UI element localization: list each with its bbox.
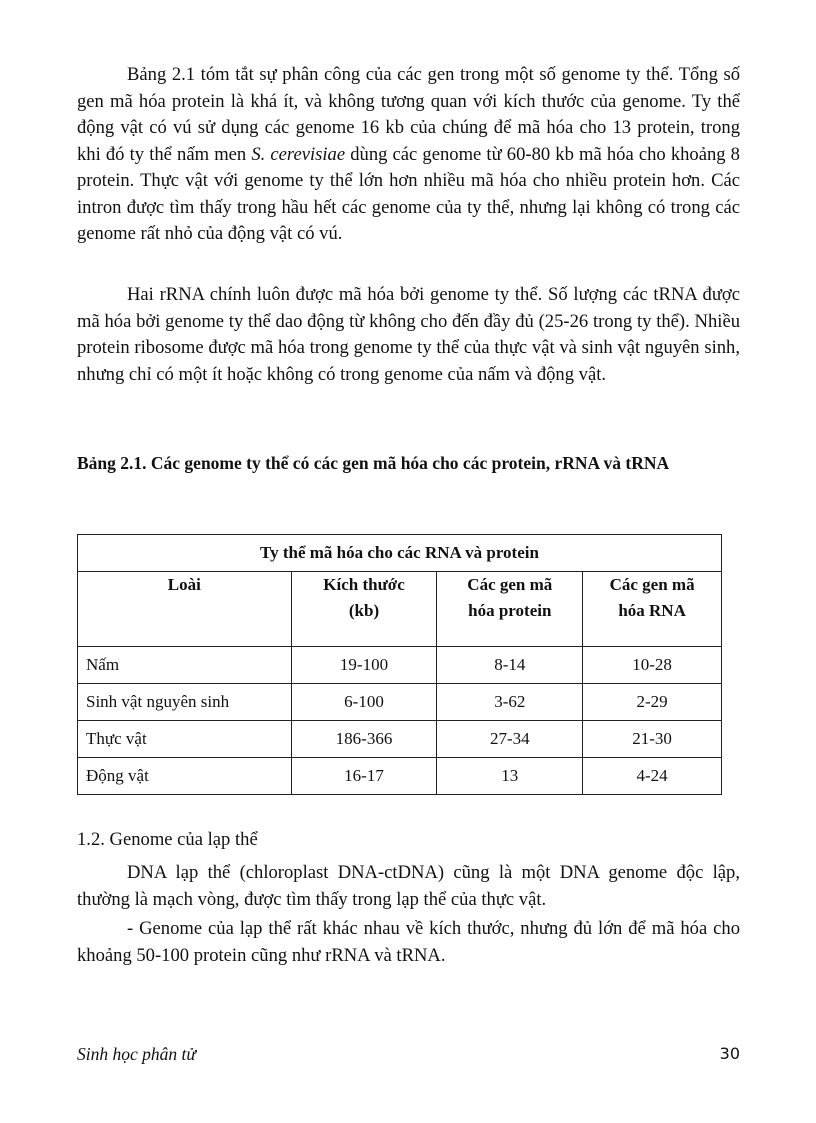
header-species [78,572,292,647]
paragraph-text: DNA lạp thể (chloroplast DNA-ctDNA) cũng là một DNA genome độc lập, thường là mạch vòng, được tìm thấy trong lạp thể của thực vật. [77,862,740,910]
header-rna-line1: Các gen mã [609,575,695,594]
header-protein-line2: hóa protein [468,601,552,620]
paragraph-text-end: dùng các genome từ 60-80 kb mã hóa cho khoảng 8 protein. Thực vật với genome ty thể lớn hơn nhiều mã hóa cho nhiều protein hơn. Các intron được tìm thấy trong hầu hết các genome của ty thể, nhưng lại không có trong các genome rất nhỏ của động vật có vú. [77,143,740,244]
table-row [78,721,722,758]
header-size [291,572,437,647]
table-caption: Bảng 2.1. Các genome ty thể có các gen mã hóa cho các protein, rRNA và tRNA [77,453,670,473]
cell-protein: 13 [437,758,583,795]
paragraph-text: - Genome của lạp thể rất khác nhau về kích thước, nhưng đủ lớn để mã hóa cho khoảng 50-100 protein cũng như rRNA và tRNA. [77,918,740,966]
species-name: S. cerevisiae [251,143,346,165]
paragraph-text: Bảng 2.1 tóm tắt sự phân công của các gen trong một số genome ty thể. Tổng số gen mã hóa protein là khá ít, và không tương quan với kích thước của genome. Ty thể động vật có vú sử dụng các genome 16 kb của chúng để mã hóa cho 13 protein, trong khi đó ty thể nấm men [77,64,740,165]
cell-rna: 2-29 [583,684,722,721]
header-protein-line1: Các gen mã [467,575,553,594]
paragraph-text: Hai rRNA chính luôn được mã hóa bởi genome ty thể. Số lượng các tRNA được mã hóa bởi genome ty thể dao động từ không cho đến đầy đủ (25-26 trong ty thể). Nhiều protein ribosome được mã hóa trong genome ty thể của thực vật và sinh vật nguyên sinh, nhưng chỉ có một ít hoặc không có trong genome của nấm và động vật. [77,284,740,385]
cell-protein: 27-34 [437,721,583,758]
paragraph-chloroplast-size [77,916,740,969]
table-row [78,758,722,795]
header-size-line2: (kb) [348,601,380,620]
paragraph-mitochondrial-genes [77,62,740,248]
cell-protein: 8-14 [437,647,583,684]
cell-size: 6-100 [291,684,437,721]
header-size-line1: Kích thước [323,575,405,594]
section-heading: 1.2. Genome của lạp thể [77,829,258,850]
cell-size: 186-366 [291,721,437,758]
page-number: 30 [719,1044,740,1063]
paragraph-rrna-trna [77,282,740,388]
header-species-label: Loài [167,575,201,594]
header-rna-genes [583,572,722,647]
table-row [78,684,722,721]
cell-species: Sinh vật nguyên sinh [78,684,292,721]
cell-rna: 10-28 [583,647,722,684]
paragraph-ctdna [77,860,740,913]
cell-size: 19-100 [291,647,437,684]
cell-rna: 4-24 [583,758,722,795]
table-row [78,647,722,684]
header-protein-genes [437,572,583,647]
footer-book-title: Sinh học phân tử [77,1044,196,1064]
cell-protein: 3-62 [437,684,583,721]
mitochondrial-genome-table [77,534,722,795]
header-rna-line2: hóa RNA [618,601,686,620]
cell-species: Nấm [78,647,292,684]
cell-size: 16-17 [291,758,437,795]
cell-species: Thực vật [78,721,292,758]
cell-species: Động vật [78,758,292,795]
cell-rna: 21-30 [583,721,722,758]
table-title: Ty thể mã hóa cho các RNA và protein [78,535,722,572]
